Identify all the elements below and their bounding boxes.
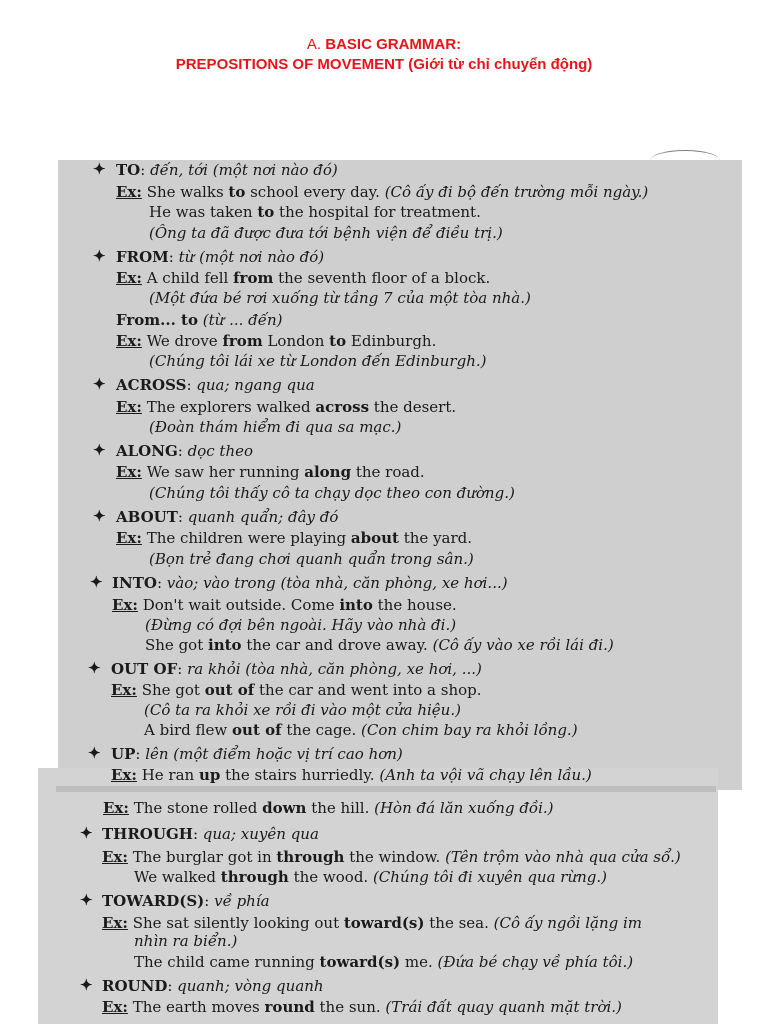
entry-round-heading: ROUND: quanh; vòng quanh (102, 977, 324, 995)
entry-up-heading: UP: lên (một điểm hoặc vị trí cao hơn) (111, 745, 403, 763)
entry-from-heading: FROM: từ (một nơi nào đó) (116, 248, 325, 266)
section-title: BASIC GRAMMAR: (325, 36, 462, 53)
scan-seam (56, 786, 716, 792)
entry-to-example-2-vi: (Ông ta đã được đưa tới bệnh viện để điều trị.) (149, 224, 503, 242)
bullet-icon: ✦ (80, 824, 93, 842)
entry-to-example-2: He was taken to the hospital for treatment. (149, 203, 481, 221)
topic-translation: (Giới từ chỉ chuyển động) (404, 56, 593, 73)
entry-round-example: Ex: The earth moves round the sun. (Trái đất quay quanh mặt trời.) (102, 998, 622, 1016)
bullet-icon: ✦ (80, 891, 93, 909)
entry-to-heading: TO: đến, tới (một nơi nào đó) (116, 161, 338, 179)
entry-across-heading: ACROSS: qua; ngang qua (116, 376, 315, 394)
entry-outof-example-1-vi: (Cô ta ra khỏi xe rồi đi vào một cửa hiệu.) (144, 701, 461, 719)
bullet-icon: ✦ (88, 659, 101, 677)
bullet-icon: ✦ (80, 976, 93, 994)
entry-from-example-1-vi: (Một đứa bé rơi xuống từ tầng 7 của một tòa nhà.) (149, 289, 531, 307)
page-stamp (650, 150, 720, 171)
entry-towards-heading: TOWARD(S): về phía (102, 892, 270, 910)
entry-outof-heading: OUT OF: ra khỏi (tòa nhà, căn phòng, xe hơi, ...) (111, 660, 482, 678)
entry-across-example-vi: (Đoàn thám hiểm đi qua sa mạc.) (149, 418, 402, 436)
entry-about-heading: ABOUT: quanh quẩn; đây đó (116, 508, 339, 526)
entry-towards-example-1-cont: nhìn ra biển.) (134, 932, 238, 950)
entry-fromto-example: Ex: We drove from London to Edinburgh. (116, 332, 437, 350)
title-line-2 (0, 56, 768, 73)
entry-up-example: Ex: He ran up the stairs hurriedly. (Anh ta vội vã chạy lên lầu.) (111, 766, 592, 784)
entry-through-example-2: We walked through the wood. (Chúng tôi đi xuyên qua rừng.) (134, 868, 608, 886)
entry-through-example-1: Ex: The burglar got in through the window. (Tên trộm vào nhà qua cửa sổ.) (102, 848, 681, 866)
entry-outof-example-2: A bird flew out of the cage. (Con chim bay ra khỏi lồng.) (144, 721, 578, 739)
entry-along-example: Ex: We saw her running along the road. (116, 463, 425, 481)
topic-title: PREPOSITIONS OF MOVEMENT (175, 56, 405, 73)
entry-into-example-2: She got into the car and drove away. (Cô ấy vào xe rồi lái đi.) (145, 636, 614, 654)
bullet-icon: ✦ (88, 744, 101, 762)
entry-fromto-example-vi: (Chúng tôi lái xe từ London đến Edinburgh.) (149, 352, 487, 370)
bullet-icon: ✦ (93, 160, 106, 178)
bullet-icon: ✦ (93, 375, 106, 393)
entry-into-example-1-vi: (Đừng có đợi bên ngoài. Hãy vào nhà đi.) (145, 616, 457, 634)
entry-outof-example-1: Ex: She got out of the car and went into a shop. (111, 681, 482, 699)
entry-towards-example-2: The child came running toward(s) me. (Đứa bé chạy về phía tôi.) (134, 953, 634, 971)
bullet-icon: ✦ (93, 247, 106, 265)
bullet-icon: ✦ (93, 507, 106, 525)
entry-about-example-vi: (Bọn trẻ đang chơi quanh quẩn trong sân.) (149, 550, 474, 568)
entry-through-heading: THROUGH: qua; xuyên qua (102, 825, 319, 843)
entry-along-example-vi: (Chúng tôi thấy cô ta chạy dọc theo con đường.) (149, 484, 515, 502)
entry-across-example: Ex: The explorers walked across the desert. (116, 398, 457, 416)
title-line-1 (0, 36, 768, 53)
bullet-icon: ✦ (90, 573, 103, 591)
entry-towards-example-1: Ex: She sat silently looking out toward(s) the sea. (Cô ấy ngồi lặng im (102, 914, 642, 932)
entry-to-example-1: Ex: She walks to school every day. (Cô ấy đi bộ đến trường mỗi ngày.) (116, 183, 649, 201)
entry-from-example-1: Ex: A child fell from the seventh floor of a block. (116, 269, 491, 287)
entry-about-example: Ex: The children were playing about the yard. (116, 529, 473, 547)
entry-fromto-heading: From... to (từ ... đến) (116, 311, 283, 329)
section-letter: A. (306, 36, 326, 53)
entry-into-example-1: Ex: Don't wait outside. Come into the house. (112, 596, 457, 614)
entry-into-heading: INTO: vào; vào trong (tòa nhà, căn phòng, xe hơi...) (112, 574, 508, 592)
bullet-icon: ✦ (93, 441, 106, 459)
entry-down-example: Ex: The stone rolled down the hill. (Hòn đá lăn xuống đồi.) (103, 799, 554, 817)
entry-along-heading: ALONG: dọc theo (116, 442, 254, 460)
